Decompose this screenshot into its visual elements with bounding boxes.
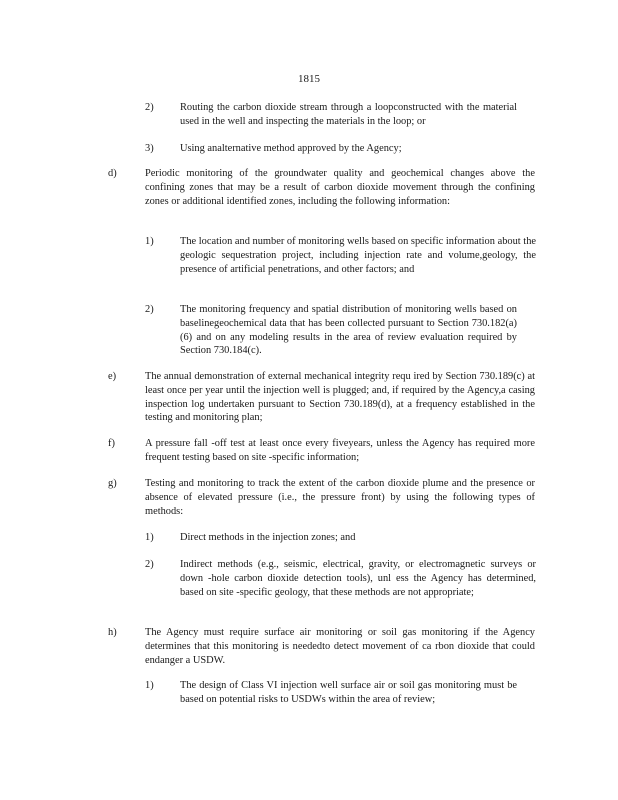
- item-label: 1): [145, 680, 154, 691]
- item-label: h): [108, 627, 117, 638]
- item-text: The monitoring frequency and spatial distribution of monitoring wells based on baselinegeochemical data that has been collected pursuant to Section 730.182(a)(6) and on any modeling results in the area of review evaluation required by Section 730.184(c).: [180, 304, 517, 357]
- item-label: g): [108, 478, 117, 489]
- item-text: The annual demonstration of external mechanical integrity requ ired by Section 730.189(c) at least once per year until the injection well is plugged; and, if required by the Agency,a casing inspection log undertaken pursuant to Section 730.189(d), at a frequency established in the testing and monitoring plan;: [145, 371, 535, 424]
- item-text: Routing the carbon dioxide stream through a loopconstructed with the material used in the well and inspecting the materials in the loop; or: [180, 102, 517, 127]
- item-label: f): [108, 438, 115, 449]
- item-text: Direct methods in the injection zones; and: [180, 532, 356, 543]
- item-label: 1): [145, 532, 154, 543]
- item-label: e): [108, 371, 117, 382]
- item-text: Indirect methods (e.g., seismic, electrical, gravity, or electromagnetic surveys or down -hole carbon dioxide detection tools), unl ess the Agency has determined, based on site -specific geology, that these methods are not appropriate;: [180, 559, 536, 598]
- item-label: 2): [145, 102, 154, 113]
- item-label: 3): [145, 143, 154, 154]
- item-text: Periodic monitoring of the groundwater quality and geochemical changes above the confining zones that may be a result of carbon dioxide movement through the confining zones or additional identified zones, including the following information:: [145, 168, 535, 207]
- item-text: The location and number of monitoring wells based on specific information about the geologic sequestration project, including injection rate and volume,geology, the presence of artificial penetrations, and other factors; and: [180, 236, 536, 275]
- page-number: 1815: [298, 73, 320, 85]
- item-text: The design of Class VI injection well surface air or soil gas monitoring must be based on potential risks to USDWs within the area of review;: [180, 680, 517, 705]
- item-text: Testing and monitoring to track the extent of the carbon dioxide plume and the presence or absence of elevated pressure (i.e., the pressure front) by using the following types of methods:: [145, 478, 535, 517]
- item-label: 2): [145, 559, 154, 570]
- item-text: A pressure fall -off test at least once every fiveyears, unless the Agency has required more frequent testing based on site -specific information;: [145, 438, 535, 463]
- item-text: The Agency must require surface air monitoring or soil gas monitoring if the Agency determines that this monitoring is neededto detect movement of ca rbon dioxide that could endanger a USDW.: [145, 627, 535, 666]
- item-label: 2): [145, 304, 154, 315]
- item-label: d): [108, 168, 117, 179]
- item-text: Using analternative method approved by the Agency;: [180, 143, 402, 154]
- item-label: 1): [145, 236, 154, 247]
